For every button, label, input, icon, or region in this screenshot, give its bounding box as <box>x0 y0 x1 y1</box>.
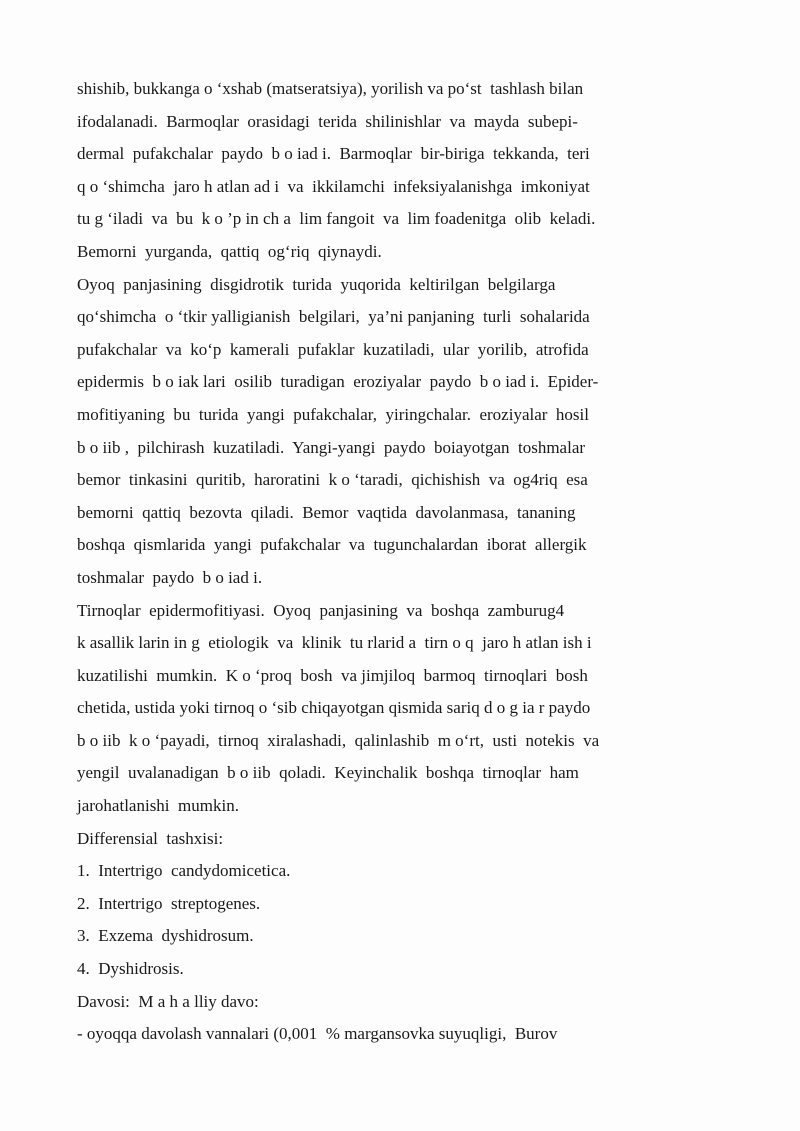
text-line: b o iib k o ‘payadi, tirnoq xiralashadi, qalinlashib m o‘rt, usti notekis va <box>77 730 600 750</box>
text-line: kuzatilishi mumkin. K o ‘proq bosh va jimjiloq barmoq tirnoqlari bosh <box>77 665 588 685</box>
text-line: bemorni qattiq bezovta qiladi. Bemor vaqtida davolanmasa, tananing <box>77 502 576 522</box>
text-line: Davosi: M a h a lliy davo: <box>77 991 259 1011</box>
text-line: Oyoq panjasining disgidrotik turida yuqorida keltirilgan belgilarga <box>77 274 556 294</box>
text-line: dermal pufakchalar paydo b o iad i. Barmoqlar bir-biriga tekkanda, teri <box>77 144 590 164</box>
text-line: 2. Intertrigo streptogenes. <box>77 893 261 913</box>
text-line: chetida, ustida yoki tirnoq o ‘sib chiqayotgan qismida sariq d o g ia r paydo <box>77 698 591 718</box>
text-line: q o ‘shimcha jaro h atlan ad i va ikkilamchi infeksiyalanishga imkoniyat <box>77 176 590 196</box>
text-line: shishib, bukkanga o ‘xshab (matseratsiya), yorilish va po‘st tashlash bilan <box>77 79 584 98</box>
text-line: k asallik larin in g etiologik va klinik tu rlarid a tirn o q jaro h atlan ish i <box>77 633 592 653</box>
text-line: qo‘shimcha o ‘tkir yalligianish belgilari, ya’ni panjaning turli sohalarida <box>77 307 590 327</box>
text-line: - oyoqqa davolash vannalari (0,001 % margansovka suyuqligi, Burov <box>77 1024 558 1044</box>
text-line: jarohatlanishi mumkin. <box>77 796 239 816</box>
text-line: Bemorni yurganda, qattiq og‘riq qiynaydi. <box>77 241 382 261</box>
text-line: toshmalar paydo b o iad i. <box>77 567 263 587</box>
text-line: mofitiyaning bu turida yangi pufakchalar, yiringchalar. eroziyalar hosil <box>77 404 589 424</box>
text-line: Tirnoqlar epidermofitiyasi. Oyoq panjasining va boshqa zamburug4 <box>77 600 565 620</box>
text-line: 1. Intertrigo candydomicetica. <box>77 861 291 881</box>
text-line: bemor tinkasini quritib, haroratini k o ‘taradi, qichishish va og4riq esa <box>77 470 588 490</box>
text-line: Differensial tashxisi: <box>77 828 224 848</box>
text-line: b o iib , pilchirash kuzatiladi. Yangi-yangi paydo boiayotgan toshmalar <box>77 437 586 457</box>
body-text <box>77 73 677 1051</box>
text-line: 3. Exzema dyshidrosum. <box>77 926 254 946</box>
text-line: epidermis b o iak lari osilib turadigan eroziyalar paydo b o iad i. Epider- <box>77 372 599 392</box>
text-line: 4. Dyshidrosis. <box>77 959 184 979</box>
text-line: yengil uvalanadigan b o iib qoladi. Keyinchalik boshqa tirnoqlar ham <box>77 763 579 783</box>
text-line: boshqa qismlarida yangi pufakchalar va tugunchalardan iborat allergik <box>77 535 587 555</box>
text-line: pufakchalar va ko‘p kamerali pufaklar kuzatiladi, ular yorilib, atrofida <box>77 339 589 359</box>
text-line: ifodalanadi. Barmoqlar orasidagi terida shilinishlar va mayda subepi- <box>77 111 578 131</box>
text-line: tu g ‘iladi va bu k o ’p in ch a lim fangoit va lim foadenitga olib keladi. <box>77 209 596 229</box>
